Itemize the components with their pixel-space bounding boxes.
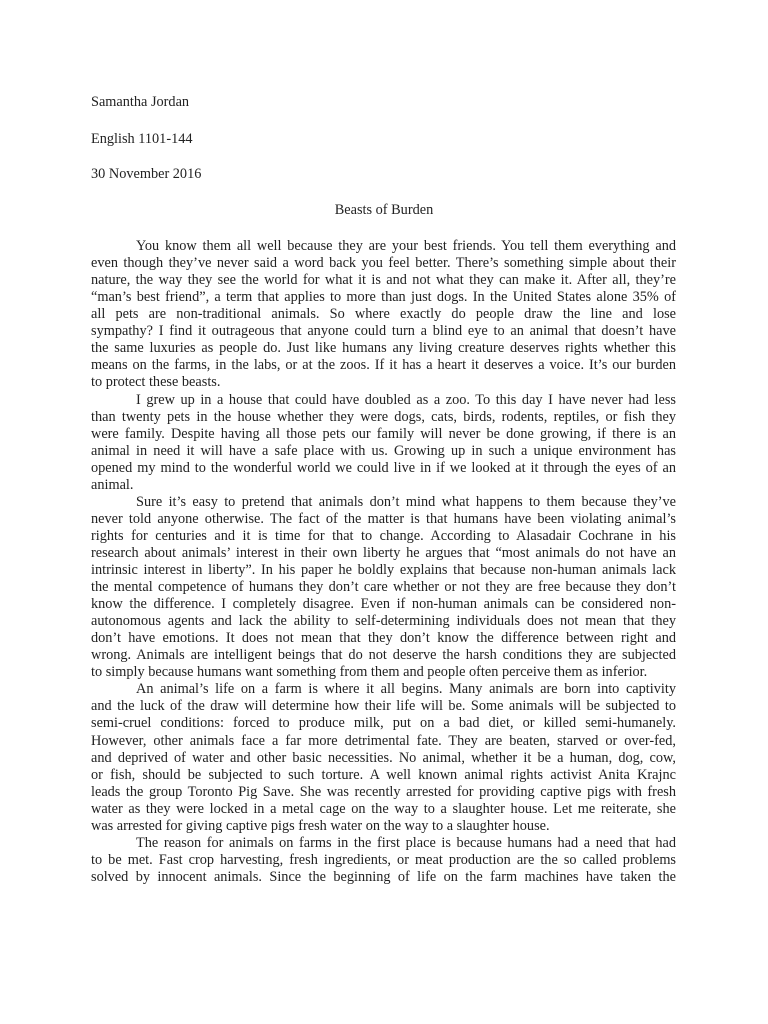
- text-line: know the difference. I completely disagree. Even if non-human animals can be considered non-: [91, 596, 676, 612]
- text-line: animal.: [91, 476, 134, 493]
- text-line: animal in need it will have a safe place with us. Growing up in such a unique environment has: [91, 442, 676, 459]
- text-line: water as they were locked in a metal cage on the way to a slaughter house. Let me reiterate, she: [91, 800, 676, 817]
- text-line: or fish, should be subjected to such torture. A well known animal rights activist Anita Krajnc: [91, 766, 676, 783]
- text-line: never told anyone otherwise. The fact of the matter is that humans have been violating animal’s: [91, 510, 676, 527]
- text-line: and deprived of water and other basic necessities. No animal, whether it be a human, dog, cow,: [91, 749, 676, 766]
- essay-title: Beasts of Burden: [334, 202, 434, 218]
- text-line: However, other animals face a far more detrimental fate. They are beaten, starved or over-fed,: [91, 732, 676, 749]
- text-line: were family. Despite having all those pets our family will never be done growing, if there is an: [91, 425, 676, 442]
- text-line: means on the farms, in the labs, or at the zoos. If it has a heart it deserves a voice. It’s our burden: [91, 357, 676, 374]
- text-line: all pets are non-traditional animals. So where exactly do people draw the line and lose: [91, 306, 676, 323]
- paragraph-first-line: Sure it’s easy to pretend that animals don’t mind what happens to them because they’ve: [136, 493, 676, 510]
- text-line: don’t have emotions. It does not mean that they don’t know the difference between right and: [91, 630, 676, 647]
- text-line: the mental competence of humans they don’t care whether or not they are free because they don’t: [91, 579, 676, 595]
- text-line: nature, the way they see the world for what it is and not what they can make it. After all, they’re: [91, 272, 676, 289]
- text-line: to be met. Fast crop harvesting, fresh ingredients, or meat production are the so called problems: [91, 851, 676, 868]
- text-line: sympathy? I find it outrageous that anyone could turn a blind eye to an animal that doesn’t have: [91, 323, 676, 340]
- text-line: autonomous agents and lack the ability to self-determining individuals does not mean that they: [91, 613, 676, 630]
- text-line: the same luxuries as people do. Just like humans any living creature deserves rights whether this: [91, 340, 676, 357]
- paragraph-first-line: An animal’s life on a farm is where it all begins. Many animals are born into captivity: [136, 681, 676, 698]
- text-line: wrong. Animals are intelligent beings that do not deserve the harsh conditions they are subjected: [91, 647, 676, 664]
- paragraph-first-line: You know them all well because they are your best friends. You tell them everything and: [136, 238, 676, 254]
- text-line: even though they’ve never said a word back you feel better. There’s something simple about their: [91, 255, 676, 272]
- text-line: was arrested for giving captive pigs fresh water on the way to a slaughter house.: [91, 817, 550, 834]
- text-line: rights for centuries and it is time for that to change. According to Alasadair Cochrane in his: [91, 527, 676, 544]
- text-line: opened my mind to the wonderful world we could live in if we looked at it through the eyes of an: [91, 459, 676, 476]
- text-line: and the luck of the draw will determine how their life will be. Some animals will be subjected to: [91, 698, 676, 715]
- paragraph-first-line: I grew up in a house that could have doubled as a zoo. To this day I have never had less: [136, 391, 676, 408]
- text-line: to protect these beasts.: [91, 374, 221, 391]
- author-name: Samantha Jordan: [91, 94, 190, 110]
- text-line: solved by innocent animals. Since the beginning of life on the farm machines have taken the: [91, 868, 676, 885]
- document-date: 30 November 2016: [91, 166, 202, 182]
- course-name: English 1101-144: [91, 131, 193, 147]
- text-line: to simply because humans want something from them and people often perceive them as inferior.: [91, 664, 648, 681]
- text-line: semi-cruel conditions: forced to produce milk, put on a bad diet, or killed semi-humanely.: [91, 715, 676, 732]
- text-line: than twenty pets in the house whether they were dogs, cats, birds, rodents, reptiles, or fish they: [91, 408, 676, 425]
- paragraph-first-line: The reason for animals on farms in the first place is because humans had a need that had: [136, 834, 676, 851]
- text-line: intrinsic interest in liberty”. In his paper he boldly explains that because non-human animals lack: [91, 562, 676, 578]
- text-line: research about animals’ interest in their own liberty he argues that “most animals do not have an: [91, 544, 676, 561]
- text-line: “man’s best friend”, a term that applies to more than just dogs. In the United States alone 35% of: [91, 289, 676, 306]
- text-line: leads the group Toronto Pig Save. She was recently arrested for providing captive pigs with fresh: [91, 783, 676, 800]
